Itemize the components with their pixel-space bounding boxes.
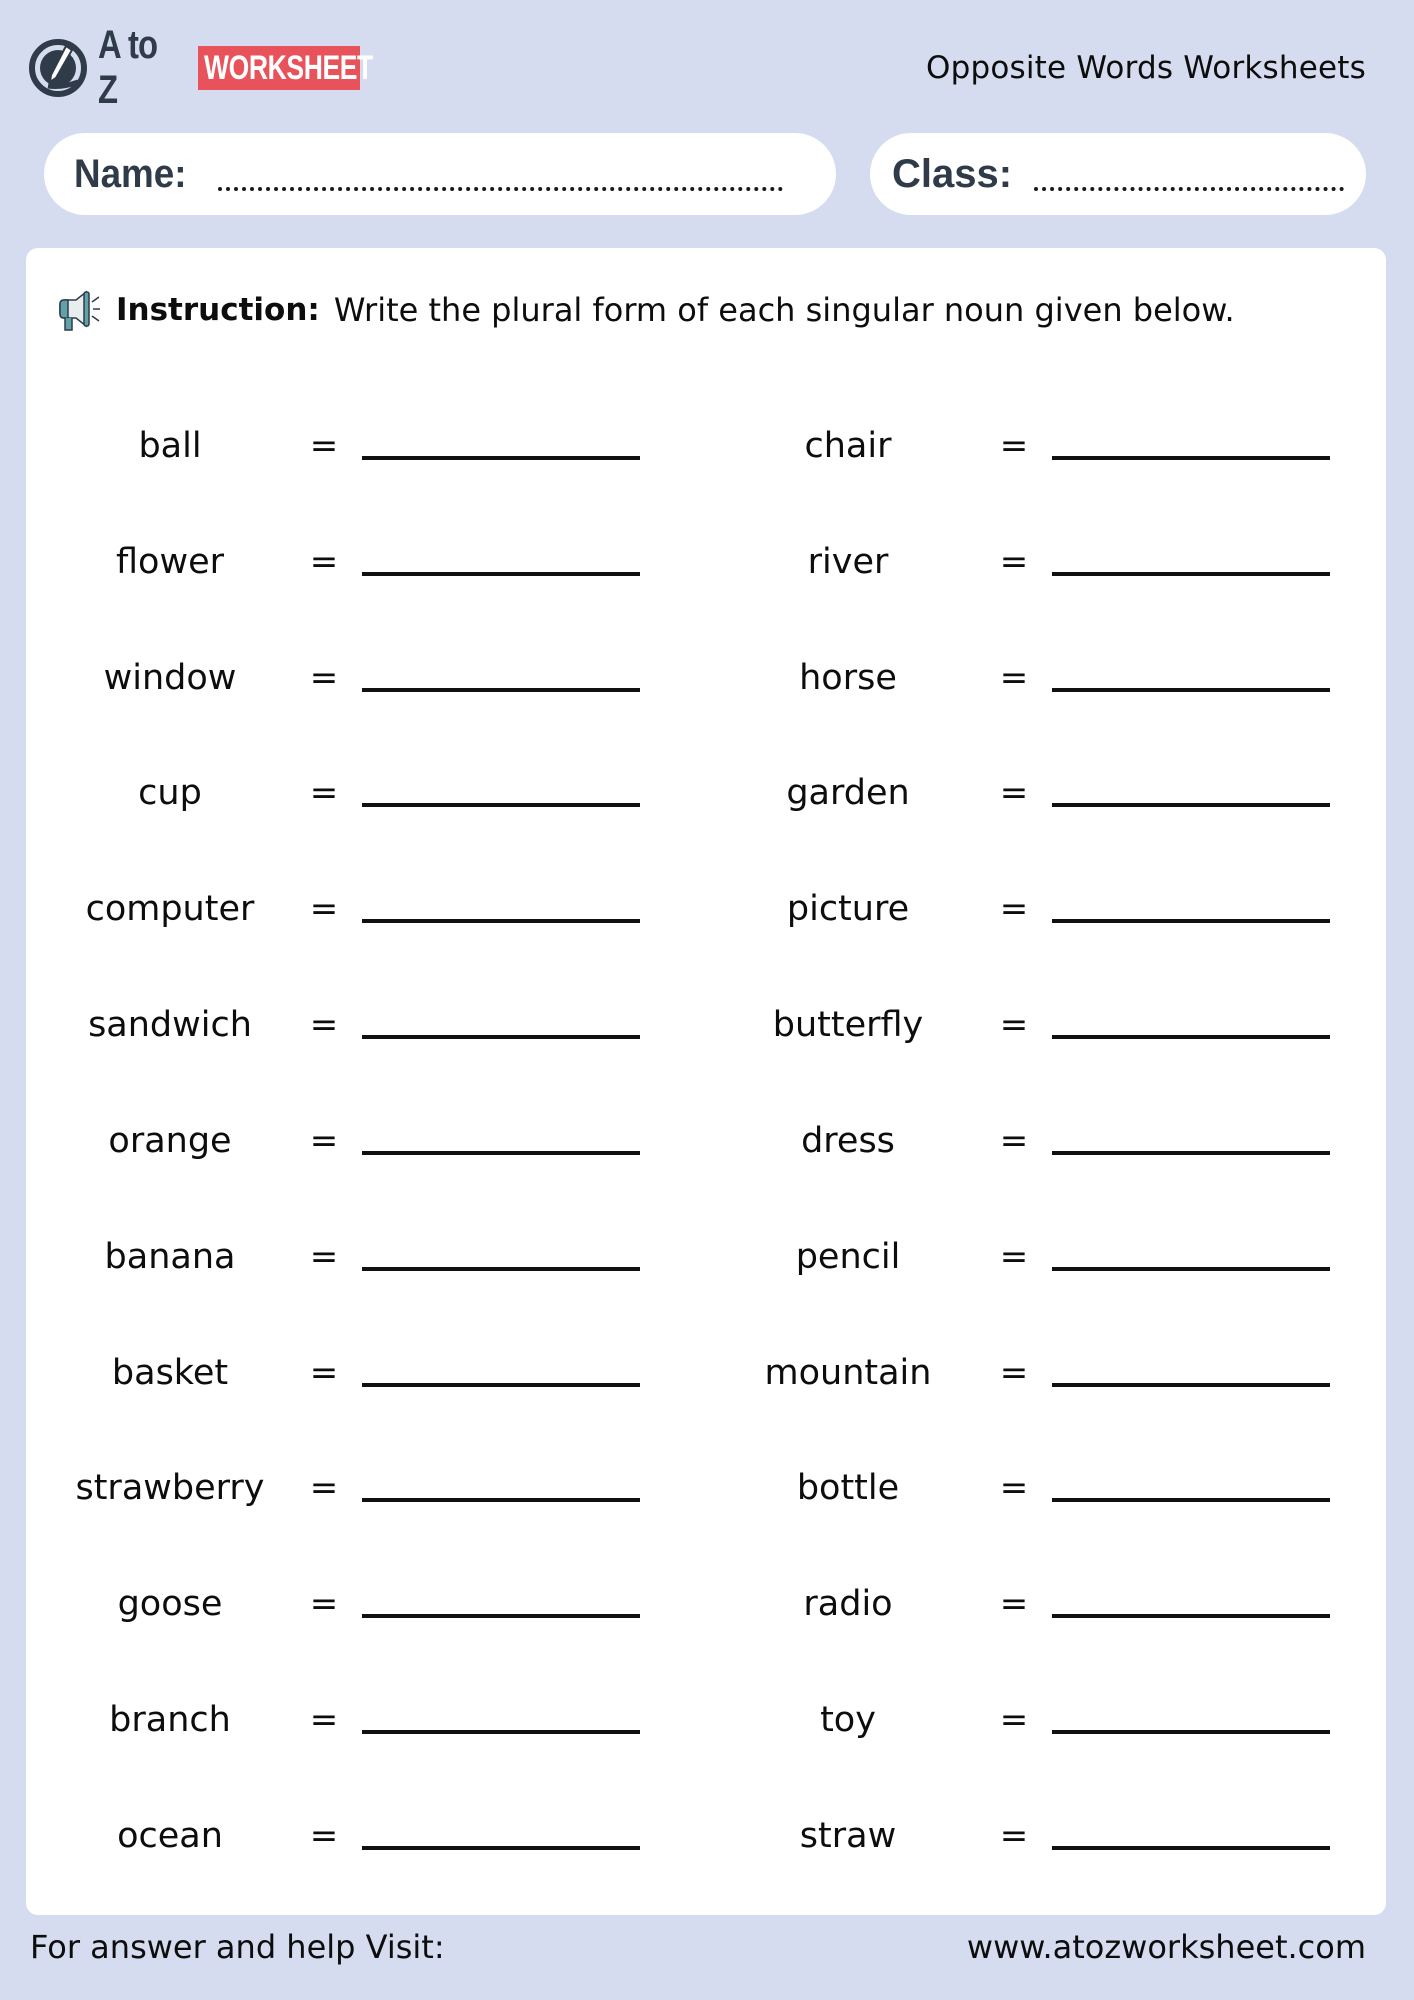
answer-blank[interactable] <box>1052 1383 1330 1387</box>
class-label: Class: <box>892 151 1013 196</box>
instruction-text: Write the plural form of each singular noun given below. <box>333 291 1235 329</box>
singular-noun: branch <box>109 1700 231 1740</box>
equals-sign: = <box>999 889 1029 929</box>
answer-blank[interactable] <box>362 1267 640 1271</box>
equals-sign: = <box>309 658 339 698</box>
class-dotted-line[interactable] <box>1034 187 1344 191</box>
exercise-row <box>26 1227 1386 1287</box>
logo-badge-text: WORKSHEET <box>204 49 373 87</box>
equals-sign: = <box>999 1353 1029 1393</box>
answer-blank[interactable] <box>362 1614 640 1618</box>
answer-blank[interactable] <box>362 572 640 576</box>
answer-blank[interactable] <box>1052 688 1330 692</box>
answer-blank[interactable] <box>1052 1730 1330 1734</box>
footer-help-text: For answer and help Visit: <box>30 1928 445 1966</box>
equals-sign: = <box>309 1584 339 1624</box>
page-title: Opposite Words Worksheets <box>926 50 1366 86</box>
singular-noun: bottle <box>796 1468 900 1508</box>
singular-noun: window <box>103 658 237 698</box>
equals-sign: = <box>309 1121 339 1161</box>
exercise-row <box>26 1806 1386 1866</box>
singular-noun: basket <box>111 1353 229 1393</box>
pen-logo-icon <box>28 38 88 98</box>
answer-blank[interactable] <box>1052 1846 1330 1850</box>
singular-noun: orange <box>108 1121 232 1161</box>
answer-blank[interactable] <box>362 1035 640 1039</box>
logo-text: A to Z <box>98 23 158 112</box>
answer-blank[interactable] <box>1052 572 1330 576</box>
equals-sign: = <box>999 1816 1029 1856</box>
answer-blank[interactable] <box>1052 919 1330 923</box>
singular-noun: dress <box>801 1121 895 1161</box>
exercise-row <box>26 1458 1386 1518</box>
equals-sign: = <box>999 658 1029 698</box>
answer-blank[interactable] <box>362 919 640 923</box>
answer-blank[interactable] <box>1052 1498 1330 1502</box>
answer-blank[interactable] <box>362 456 640 460</box>
site-logo <box>28 23 373 112</box>
equals-sign: = <box>999 426 1029 466</box>
equals-sign: = <box>999 1468 1029 1508</box>
singular-noun: straw <box>799 1816 897 1856</box>
equals-sign: = <box>999 1584 1029 1624</box>
equals-sign: = <box>999 1005 1029 1045</box>
answer-blank[interactable] <box>362 1151 640 1155</box>
exercise-row <box>26 1343 1386 1403</box>
equals-sign: = <box>309 1468 339 1508</box>
singular-noun: toy <box>820 1700 876 1740</box>
singular-noun: ball <box>138 426 202 466</box>
exercise-row <box>26 648 1386 708</box>
singular-noun: pencil <box>795 1237 901 1277</box>
answer-blank[interactable] <box>362 803 640 807</box>
singular-noun: banana <box>104 1237 236 1277</box>
answer-blank[interactable] <box>1052 803 1330 807</box>
equals-sign: = <box>999 1237 1029 1277</box>
singular-noun: radio <box>803 1584 893 1624</box>
exercise-row <box>26 763 1386 823</box>
answer-blank[interactable] <box>1052 1035 1330 1039</box>
equals-sign: = <box>999 1700 1029 1740</box>
exercise-row <box>26 416 1386 476</box>
equals-sign: = <box>309 773 339 813</box>
exercise-row <box>26 532 1386 592</box>
name-label: Name: <box>74 151 187 196</box>
equals-sign: = <box>309 1816 339 1856</box>
singular-noun: sandwich <box>88 1005 252 1045</box>
singular-noun: picture <box>786 889 910 929</box>
answer-blank[interactable] <box>362 1498 640 1502</box>
singular-noun: strawberry <box>75 1468 265 1508</box>
answer-blank[interactable] <box>362 688 640 692</box>
instruction-label: Instruction: <box>116 292 320 328</box>
exercise-grid <box>26 248 1386 1915</box>
answer-blank[interactable] <box>1052 456 1330 460</box>
equals-sign: = <box>309 1005 339 1045</box>
exercise-row <box>26 995 1386 1055</box>
singular-noun: garden <box>786 773 910 813</box>
singular-noun: cup <box>138 773 202 813</box>
name-field[interactable] <box>44 133 836 215</box>
answer-blank[interactable] <box>362 1730 640 1734</box>
name-dotted-line[interactable] <box>218 187 783 191</box>
equals-sign: = <box>309 1353 339 1393</box>
worksheet-card <box>26 248 1386 1915</box>
equals-sign: = <box>309 542 339 582</box>
equals-sign: = <box>999 542 1029 582</box>
equals-sign: = <box>999 773 1029 813</box>
equals-sign: = <box>999 1121 1029 1161</box>
answer-blank[interactable] <box>1052 1267 1330 1271</box>
footer-url-link[interactable]: www.atozworksheet.com <box>966 1928 1366 1966</box>
singular-noun: computer <box>85 889 255 929</box>
singular-noun: goose <box>117 1584 223 1624</box>
singular-noun: river <box>807 542 889 582</box>
answer-blank[interactable] <box>362 1846 640 1850</box>
singular-noun: chair <box>804 426 892 466</box>
exercise-row <box>26 1111 1386 1171</box>
equals-sign: = <box>309 889 339 929</box>
class-field[interactable] <box>870 133 1366 215</box>
equals-sign: = <box>309 426 339 466</box>
equals-sign: = <box>309 1237 339 1277</box>
equals-sign: = <box>309 1700 339 1740</box>
answer-blank[interactable] <box>1052 1614 1330 1618</box>
logo-badge <box>198 46 373 90</box>
singular-noun: mountain <box>764 1353 932 1393</box>
exercise-row <box>26 879 1386 939</box>
singular-noun: butterfly <box>772 1005 924 1045</box>
singular-noun: horse <box>799 658 897 698</box>
singular-noun: flower <box>115 542 224 582</box>
answer-blank[interactable] <box>362 1383 640 1387</box>
exercise-row <box>26 1690 1386 1750</box>
singular-noun: ocean <box>117 1816 223 1856</box>
exercise-row <box>26 1574 1386 1634</box>
answer-blank[interactable] <box>1052 1151 1330 1155</box>
